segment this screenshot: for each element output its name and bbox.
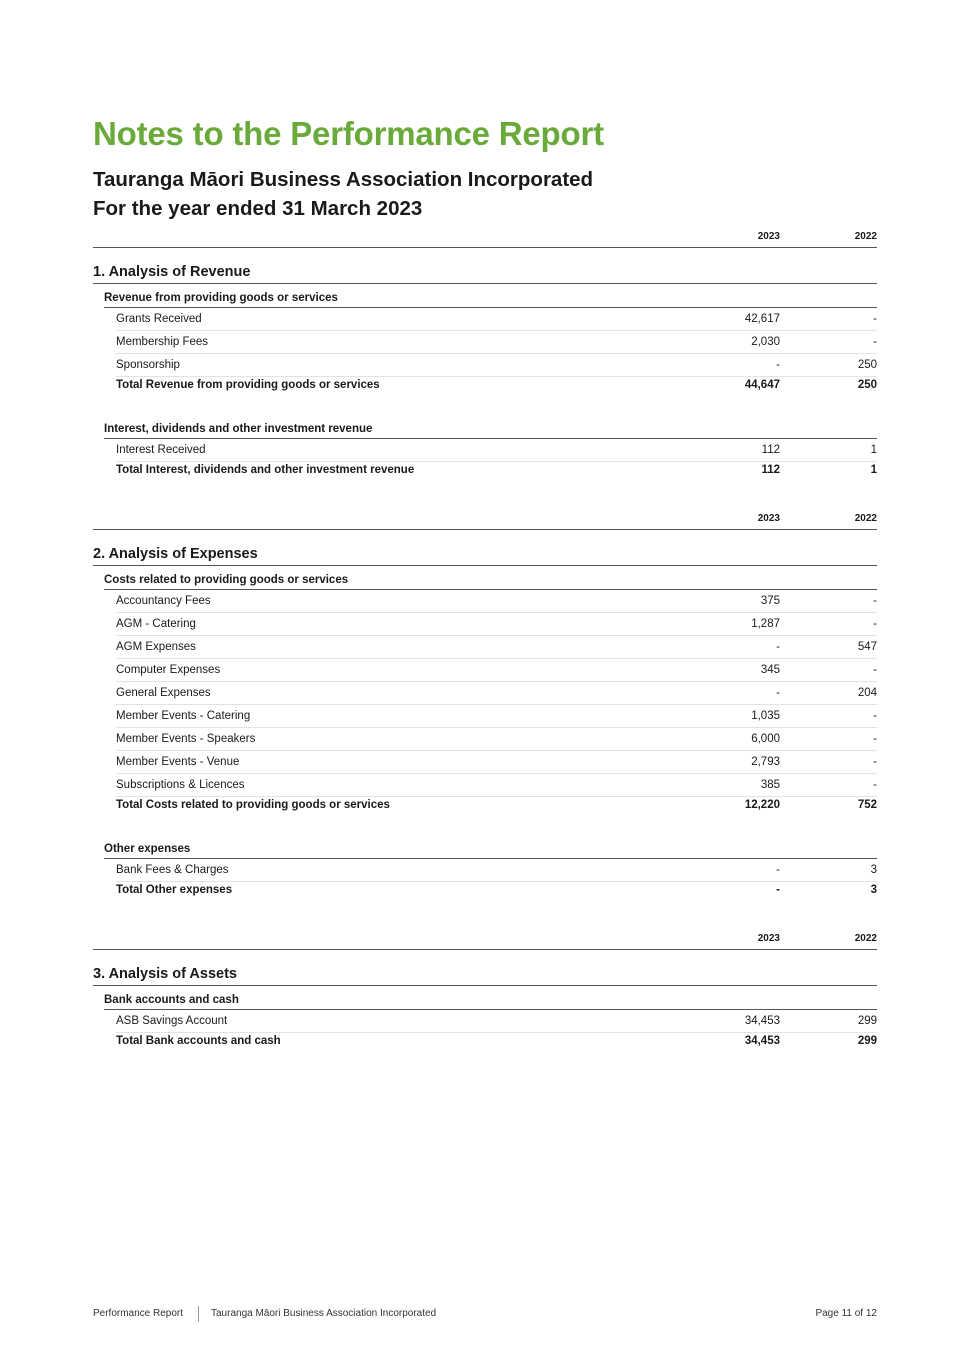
year-prior: 2022 bbox=[854, 513, 877, 524]
row-label: Member Events - Venue bbox=[116, 756, 240, 768]
total-label: Total Other expenses bbox=[116, 884, 233, 896]
total-label: Total Revenue from providing goods or services bbox=[116, 379, 380, 391]
table-row bbox=[116, 659, 877, 682]
table-row bbox=[116, 1010, 877, 1033]
table-row bbox=[116, 774, 877, 797]
table-row bbox=[116, 331, 877, 354]
row-prior: - bbox=[873, 733, 877, 745]
row-current: 375 bbox=[760, 595, 780, 607]
total-current: 112 bbox=[761, 464, 780, 476]
total-row bbox=[116, 1033, 877, 1053]
row-prior: - bbox=[873, 756, 877, 768]
table-row bbox=[116, 728, 877, 751]
row-label: Membership Fees bbox=[116, 336, 209, 348]
year-current: 2023 bbox=[757, 231, 780, 242]
row-prior: - bbox=[873, 313, 877, 325]
page-title: Notes to the Performance Report bbox=[93, 115, 604, 152]
row-label: Sponsorship bbox=[116, 359, 180, 371]
row-prior: 1 bbox=[870, 444, 877, 456]
assets-section bbox=[93, 933, 877, 1053]
row-label: Grants Received bbox=[116, 313, 202, 325]
row-label: ASB Savings Account bbox=[116, 1015, 228, 1027]
row-prior: 250 bbox=[857, 359, 877, 371]
row-label: Member Events - Catering bbox=[116, 710, 251, 722]
row-current: 385 bbox=[760, 779, 780, 791]
footer-divider bbox=[198, 1306, 199, 1322]
footer-report-name: Performance Report bbox=[93, 1308, 184, 1319]
table-row bbox=[116, 636, 877, 659]
table-row bbox=[116, 308, 877, 331]
table-row bbox=[116, 354, 877, 377]
table-row bbox=[116, 751, 877, 774]
row-label: Subscriptions & Licences bbox=[116, 779, 245, 791]
row-prior: 204 bbox=[857, 687, 877, 699]
total-row bbox=[116, 377, 877, 397]
row-current: - bbox=[776, 359, 780, 371]
total-prior: 299 bbox=[857, 1035, 877, 1047]
row-current: 2,030 bbox=[751, 336, 780, 348]
row-current: 1,035 bbox=[751, 710, 780, 722]
total-current: 44,647 bbox=[744, 379, 780, 391]
total-current: 12,220 bbox=[744, 799, 780, 811]
row-prior: 299 bbox=[857, 1015, 877, 1027]
report-period: For the year ended 31 March 2023 bbox=[93, 197, 423, 220]
row-prior: - bbox=[873, 595, 877, 607]
total-row bbox=[116, 797, 877, 817]
year-prior: 2022 bbox=[854, 933, 877, 944]
row-label: Accountancy Fees bbox=[116, 595, 211, 607]
total-row bbox=[116, 462, 877, 482]
row-current: 2,793 bbox=[751, 756, 780, 768]
row-prior: 547 bbox=[857, 641, 877, 653]
year-current: 2023 bbox=[757, 933, 780, 944]
total-current: 34,453 bbox=[744, 1035, 780, 1047]
footer-organisation: Tauranga Māori Business Association Incorporated bbox=[211, 1308, 437, 1319]
year-header bbox=[93, 933, 877, 950]
year-current: 2023 bbox=[757, 513, 780, 524]
row-current: - bbox=[776, 687, 780, 699]
group-title: Revenue from providing goods or services bbox=[104, 292, 877, 308]
year-prior: 2022 bbox=[854, 231, 877, 242]
year-header bbox=[93, 231, 877, 248]
section-title: 3. Analysis of Assets bbox=[93, 966, 877, 986]
row-label: Computer Expenses bbox=[116, 664, 221, 676]
row-prior: - bbox=[873, 336, 877, 348]
row-current: 6,000 bbox=[751, 733, 780, 745]
row-current: - bbox=[776, 864, 780, 876]
group-title: Interest, dividends and other investment revenue bbox=[104, 423, 877, 439]
total-prior: 1 bbox=[870, 464, 877, 476]
group-title: Costs related to providing goods or services bbox=[104, 574, 877, 590]
table-row bbox=[116, 590, 877, 613]
total-label: Total Costs related to providing goods or services bbox=[116, 799, 390, 811]
table-row bbox=[116, 439, 877, 462]
row-label: Member Events - Speakers bbox=[116, 733, 256, 745]
row-label: Interest Received bbox=[116, 444, 206, 456]
table-row bbox=[116, 613, 877, 636]
total-label: Total Interest, dividends and other investment revenue bbox=[116, 464, 415, 476]
expenses-section bbox=[93, 513, 877, 902]
group-title: Other expenses bbox=[104, 843, 877, 859]
row-label: AGM Expenses bbox=[116, 641, 196, 653]
row-label: AGM - Catering bbox=[116, 618, 196, 630]
section-title: 1. Analysis of Revenue bbox=[93, 264, 877, 284]
row-prior: - bbox=[873, 664, 877, 676]
row-current: 1,287 bbox=[751, 618, 780, 630]
total-current: - bbox=[776, 884, 780, 896]
table-row bbox=[116, 705, 877, 728]
row-prior: - bbox=[873, 710, 877, 722]
row-current: 112 bbox=[761, 444, 780, 456]
row-current: 34,453 bbox=[744, 1015, 780, 1027]
row-current: 42,617 bbox=[744, 313, 780, 325]
group-title: Bank accounts and cash bbox=[104, 994, 877, 1010]
total-row bbox=[116, 882, 877, 902]
table-row bbox=[116, 859, 877, 882]
total-label: Total Bank accounts and cash bbox=[116, 1035, 281, 1047]
page-number: Page 11 of 12 bbox=[815, 1308, 877, 1319]
revenue-section bbox=[93, 231, 877, 482]
row-prior: - bbox=[873, 779, 877, 791]
row-label: Bank Fees & Charges bbox=[116, 864, 229, 876]
table-row bbox=[116, 682, 877, 705]
row-current: 345 bbox=[760, 664, 780, 676]
total-prior: 752 bbox=[857, 799, 877, 811]
row-prior: 3 bbox=[870, 864, 877, 876]
section-title: 2. Analysis of Expenses bbox=[93, 546, 877, 566]
total-prior: 3 bbox=[870, 884, 877, 896]
organisation-name: Tauranga Māori Business Association Incorporated bbox=[93, 168, 594, 191]
row-prior: - bbox=[873, 618, 877, 630]
total-prior: 250 bbox=[857, 379, 877, 391]
year-header bbox=[93, 513, 877, 530]
row-label: General Expenses bbox=[116, 687, 211, 699]
row-current: - bbox=[776, 641, 780, 653]
